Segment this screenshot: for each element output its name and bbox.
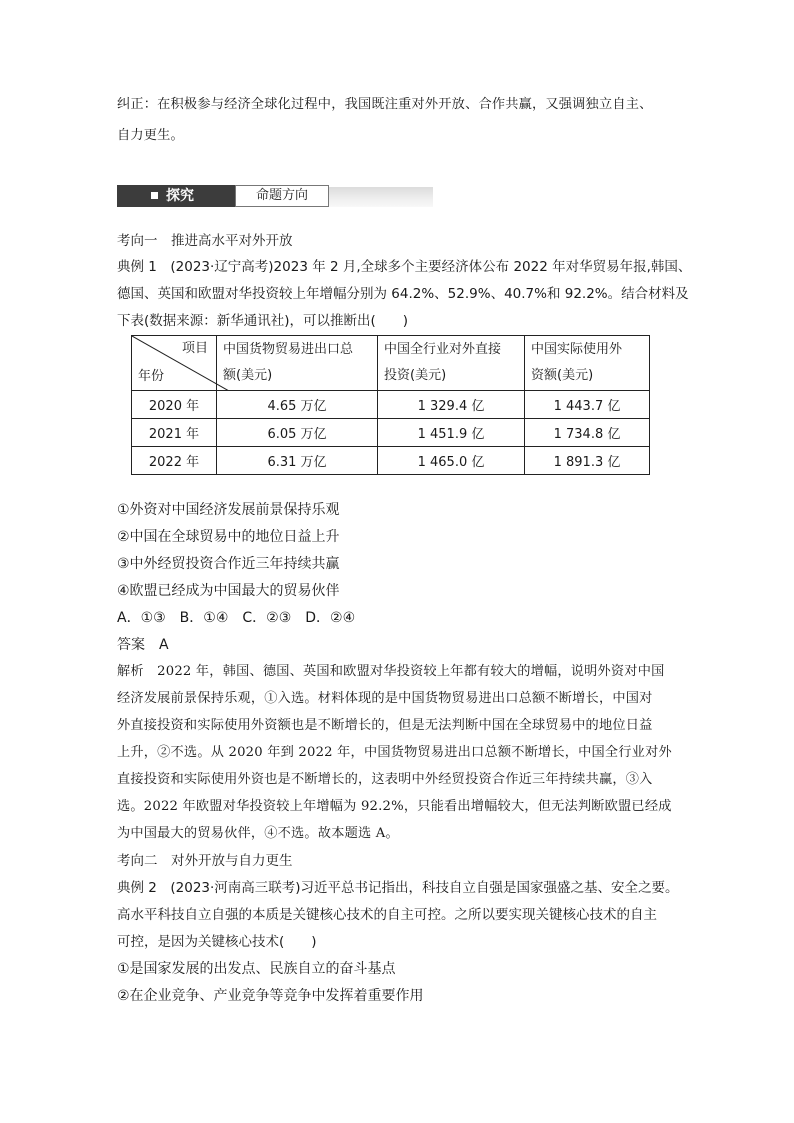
cell-year: 2021 年	[132, 419, 217, 447]
option2-2: ②在企业竞争、产业竞争等竞争中发挥着重要作用	[117, 988, 424, 1004]
correction-line-1: 纠正：在积极参与经济全球化过程中，我国既注重对外开放、合作共赢，又强调独立自主、	[117, 97, 653, 112]
corner-item-label: 项目	[181, 341, 208, 356]
analysis1-line-1: 解析 2022 年，韩国、德国、英国和欧盟对华投资较上年都有较大的增幅，说明外资对中国	[117, 664, 665, 679]
analysis1-line-3: 外直接投资和实际使用外资额也是不断增长的，但是无法判断中国在全球贸易中的地位日益	[117, 718, 653, 733]
option2-1: ①是国家发展的出发点、民族自立的奋斗基点	[117, 961, 396, 977]
table-row	[132, 391, 650, 419]
corner-year-label: 年份	[138, 369, 165, 384]
analysis1-line-5: 直接投资和实际使用外资也是不断增长的，这表明中外经贸投资合作近三年持续共赢，③入	[117, 772, 653, 787]
example1-line-1: 典例 1 (2023·辽宁高考)2023 年 2 月,全球多个主要经济体公布 2022 年对华贸易年报,韩国、	[117, 259, 692, 275]
cell-invest: 1 465.0 亿	[378, 447, 525, 475]
table-corner-cell	[132, 336, 217, 391]
option1-3: ③中外经贸投资合作近三年持续共赢	[117, 556, 340, 572]
square-bullet-icon	[151, 192, 158, 199]
table-header-fdi	[525, 336, 650, 391]
header-invest-line-2: 投资(美元)	[384, 368, 447, 383]
cell-fdi: 1 443.7 亿	[525, 391, 650, 419]
cell-year: 2022 年	[132, 447, 217, 475]
table-row	[132, 419, 650, 447]
direction-heading-2: 考向二 对外开放与自力更生	[117, 853, 293, 869]
option1-2: ②中国在全球贸易中的地位日益上升	[117, 529, 340, 545]
choices1: A．①③ B．①④ C．②③ D．②④	[117, 610, 356, 626]
cell-trade: 6.05 万亿	[217, 419, 378, 447]
analysis1-line-6: 选。2022 年欧盟对华投资较上年增幅为 92.2%，只能看出增幅较大，但无法判断欧盟已经成	[117, 799, 672, 814]
cell-invest: 1 329.4 亿	[378, 391, 525, 419]
table-row	[132, 447, 650, 475]
analysis1-line-7: 为中国最大的贸易伙伴，④不选。故本题选 A。	[117, 826, 399, 841]
example2-line-2: 高水平科技自立自强的本质是关键核心技术的自主可控。之所以要实现关键核心技术的自主	[117, 907, 657, 923]
cell-trade: 4.65 万亿	[217, 391, 378, 419]
example1-line-3: 下表(数据来源：新华通讯社)，可以推断出( )	[117, 313, 409, 329]
table-header-invest	[378, 336, 525, 391]
banner-tab-explore-label: 探究	[166, 188, 194, 204]
option1-4: ④欧盟已经成为中国最大的贸易伙伴	[117, 583, 340, 599]
section-banner	[117, 185, 433, 211]
answer1: 答案 A	[117, 637, 169, 653]
header-invest-line-1: 中国全行业对外直接	[384, 342, 502, 357]
correction-line-2: 自力更生。	[117, 128, 184, 143]
example2-line-1: 典例 2 (2023·河南高三联考)习近平总书记指出，科技自立自强是国家强盛之基、安全之要。	[117, 880, 679, 896]
data-table	[131, 335, 650, 475]
analysis1-line-2: 经济发展前景保持乐观，①入选。材料体现的是中国货物贸易进出口总额不断增长，中国对	[117, 691, 653, 706]
header-fdi-line-2: 资额(美元)	[531, 368, 594, 383]
header-fdi-line-1: 中国实际使用外	[531, 342, 623, 357]
example1-line-2: 德国、英国和欧盟对华投资较上年增幅分别为 64.2%、52.9%、40.7%和 92.2%。结合材料及	[117, 286, 689, 302]
table-header-row	[132, 336, 650, 391]
cell-trade: 6.31 万亿	[217, 447, 378, 475]
option1-1: ①外资对中国经济发展前景保持乐观	[117, 502, 340, 518]
cell-year: 2020 年	[132, 391, 217, 419]
cell-invest: 1 451.9 亿	[378, 419, 525, 447]
banner-tab-direction: 命题方向	[235, 185, 329, 207]
header-trade-line-1: 中国货物贸易进出口总	[223, 342, 354, 357]
header-trade-line-2: 额(美元)	[223, 368, 273, 383]
analysis1-line-4: 上升，②不选。从 2020 年到 2022 年，中国货物贸易进出口总额不断增长，中国全行业对外	[117, 745, 672, 760]
direction-heading-1: 考向一 推进高水平对外开放	[117, 233, 293, 249]
cell-fdi: 1 734.8 亿	[525, 419, 650, 447]
banner-tab-explore	[117, 185, 235, 207]
example2-line-3: 可控，是因为关键核心技术( )	[117, 934, 317, 950]
table-header-trade	[217, 336, 378, 391]
cell-fdi: 1 891.3 亿	[525, 447, 650, 475]
